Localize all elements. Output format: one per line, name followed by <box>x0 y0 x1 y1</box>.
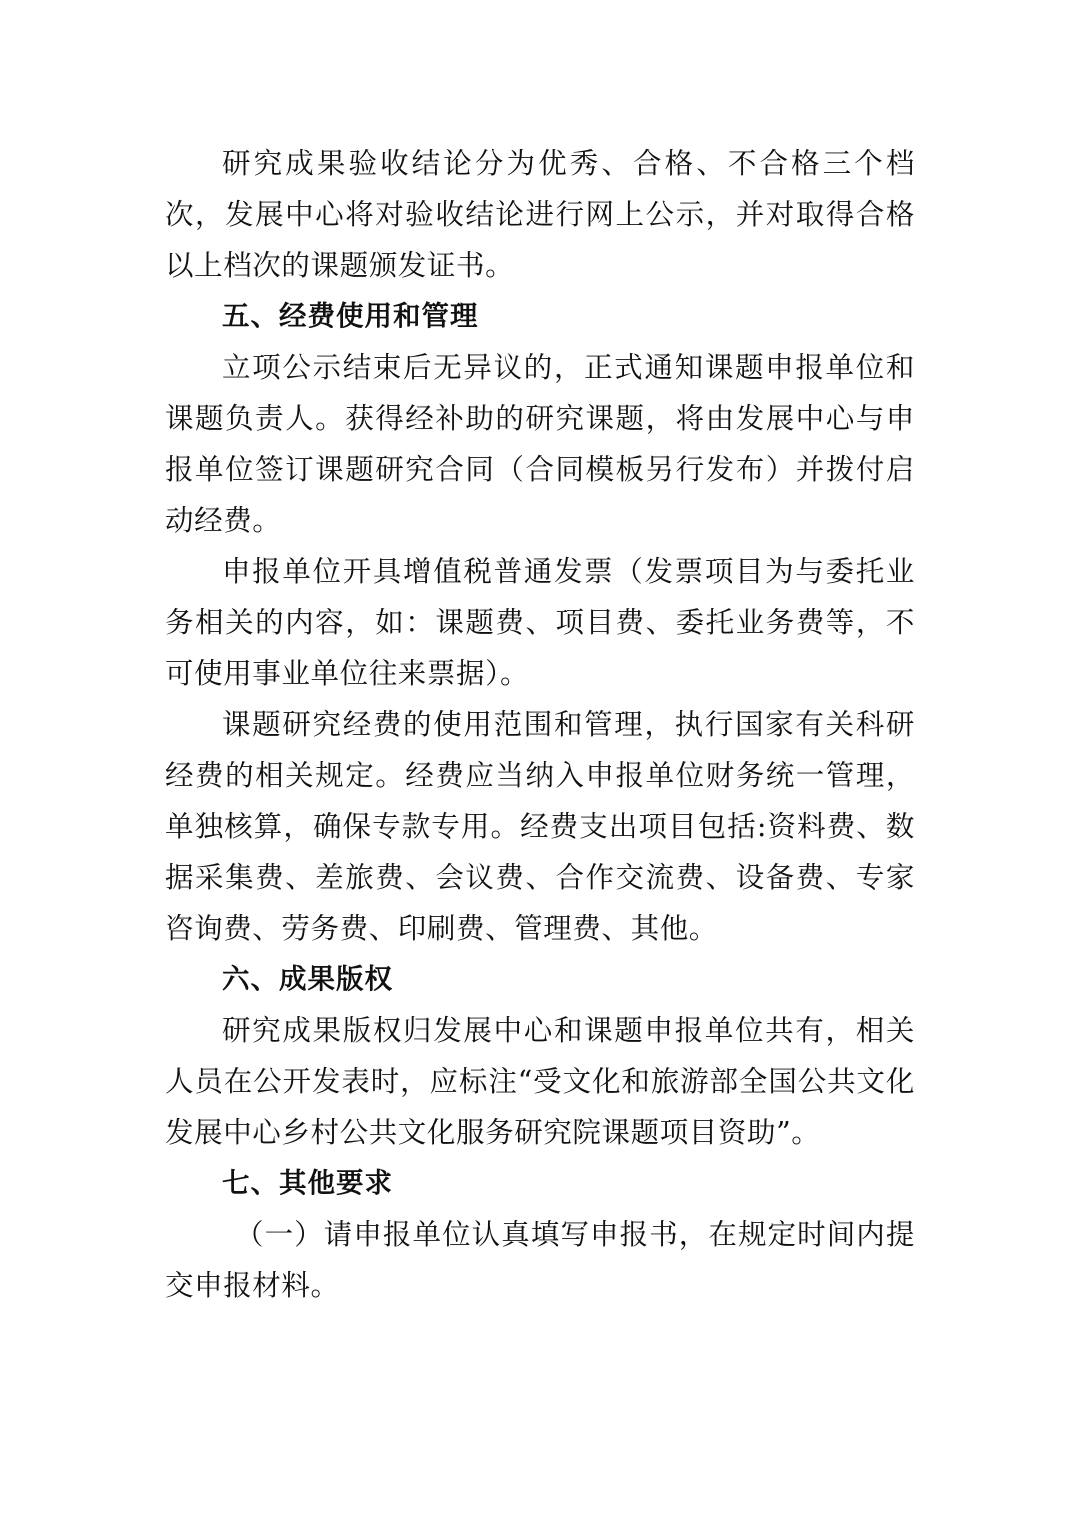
paragraph-copyright: 研究成果版权归发展中心和课题申报单位共有，相关人员在公开发表时，应标注“受文化和旅游部全国公共文化发展中心乡村公共文化服务研究院课题项目资助”。 <box>165 1014 915 1149</box>
section-heading-copyright: 六、成果版权 <box>222 963 393 995</box>
section-heading-other-requirements: 七、其他要求 <box>222 1167 393 1199</box>
paragraph-funding-scope: 课题研究经费的使用范围和管理，执行国家有关科研经费的相关规定。经费应当纳入申报单位财务统一管理，单独核算，确保专款专用。经费支出项目包括:资料费、数据采集费、差旅费、会议费、合作交流费、设备费、专家咨询费、劳务费、印刷费、管理费、其他。 <box>165 708 915 945</box>
paragraph-submission-requirement: （一）请申报单位认真填写申报书，在规定时间内提交申报材料。 <box>165 1218 915 1302</box>
document-body <box>165 138 915 1311</box>
section-heading-funding: 五、经费使用和管理 <box>222 300 479 332</box>
paragraph-acceptance-results: 研究成果验收结论分为优秀、合格、不合格三个档次，发展中心将对验收结论进行网上公示，并对取得合格以上档次的课题颁发证书。 <box>165 147 915 282</box>
paragraph-project-approval: 立项公示结束后无异议的，正式通知课题申报单位和课题负责人。获得经补助的研究课题，将由发展中心与申报单位签订课题研究合同（合同模板另行发布）并拨付启动经费。 <box>165 351 915 537</box>
paragraph-invoice: 申报单位开具增值税普通发票（发票项目为与委托业务相关的内容，如：课题费、项目费、委托业务费等，不可使用事业单位往来票据）。 <box>165 555 915 690</box>
